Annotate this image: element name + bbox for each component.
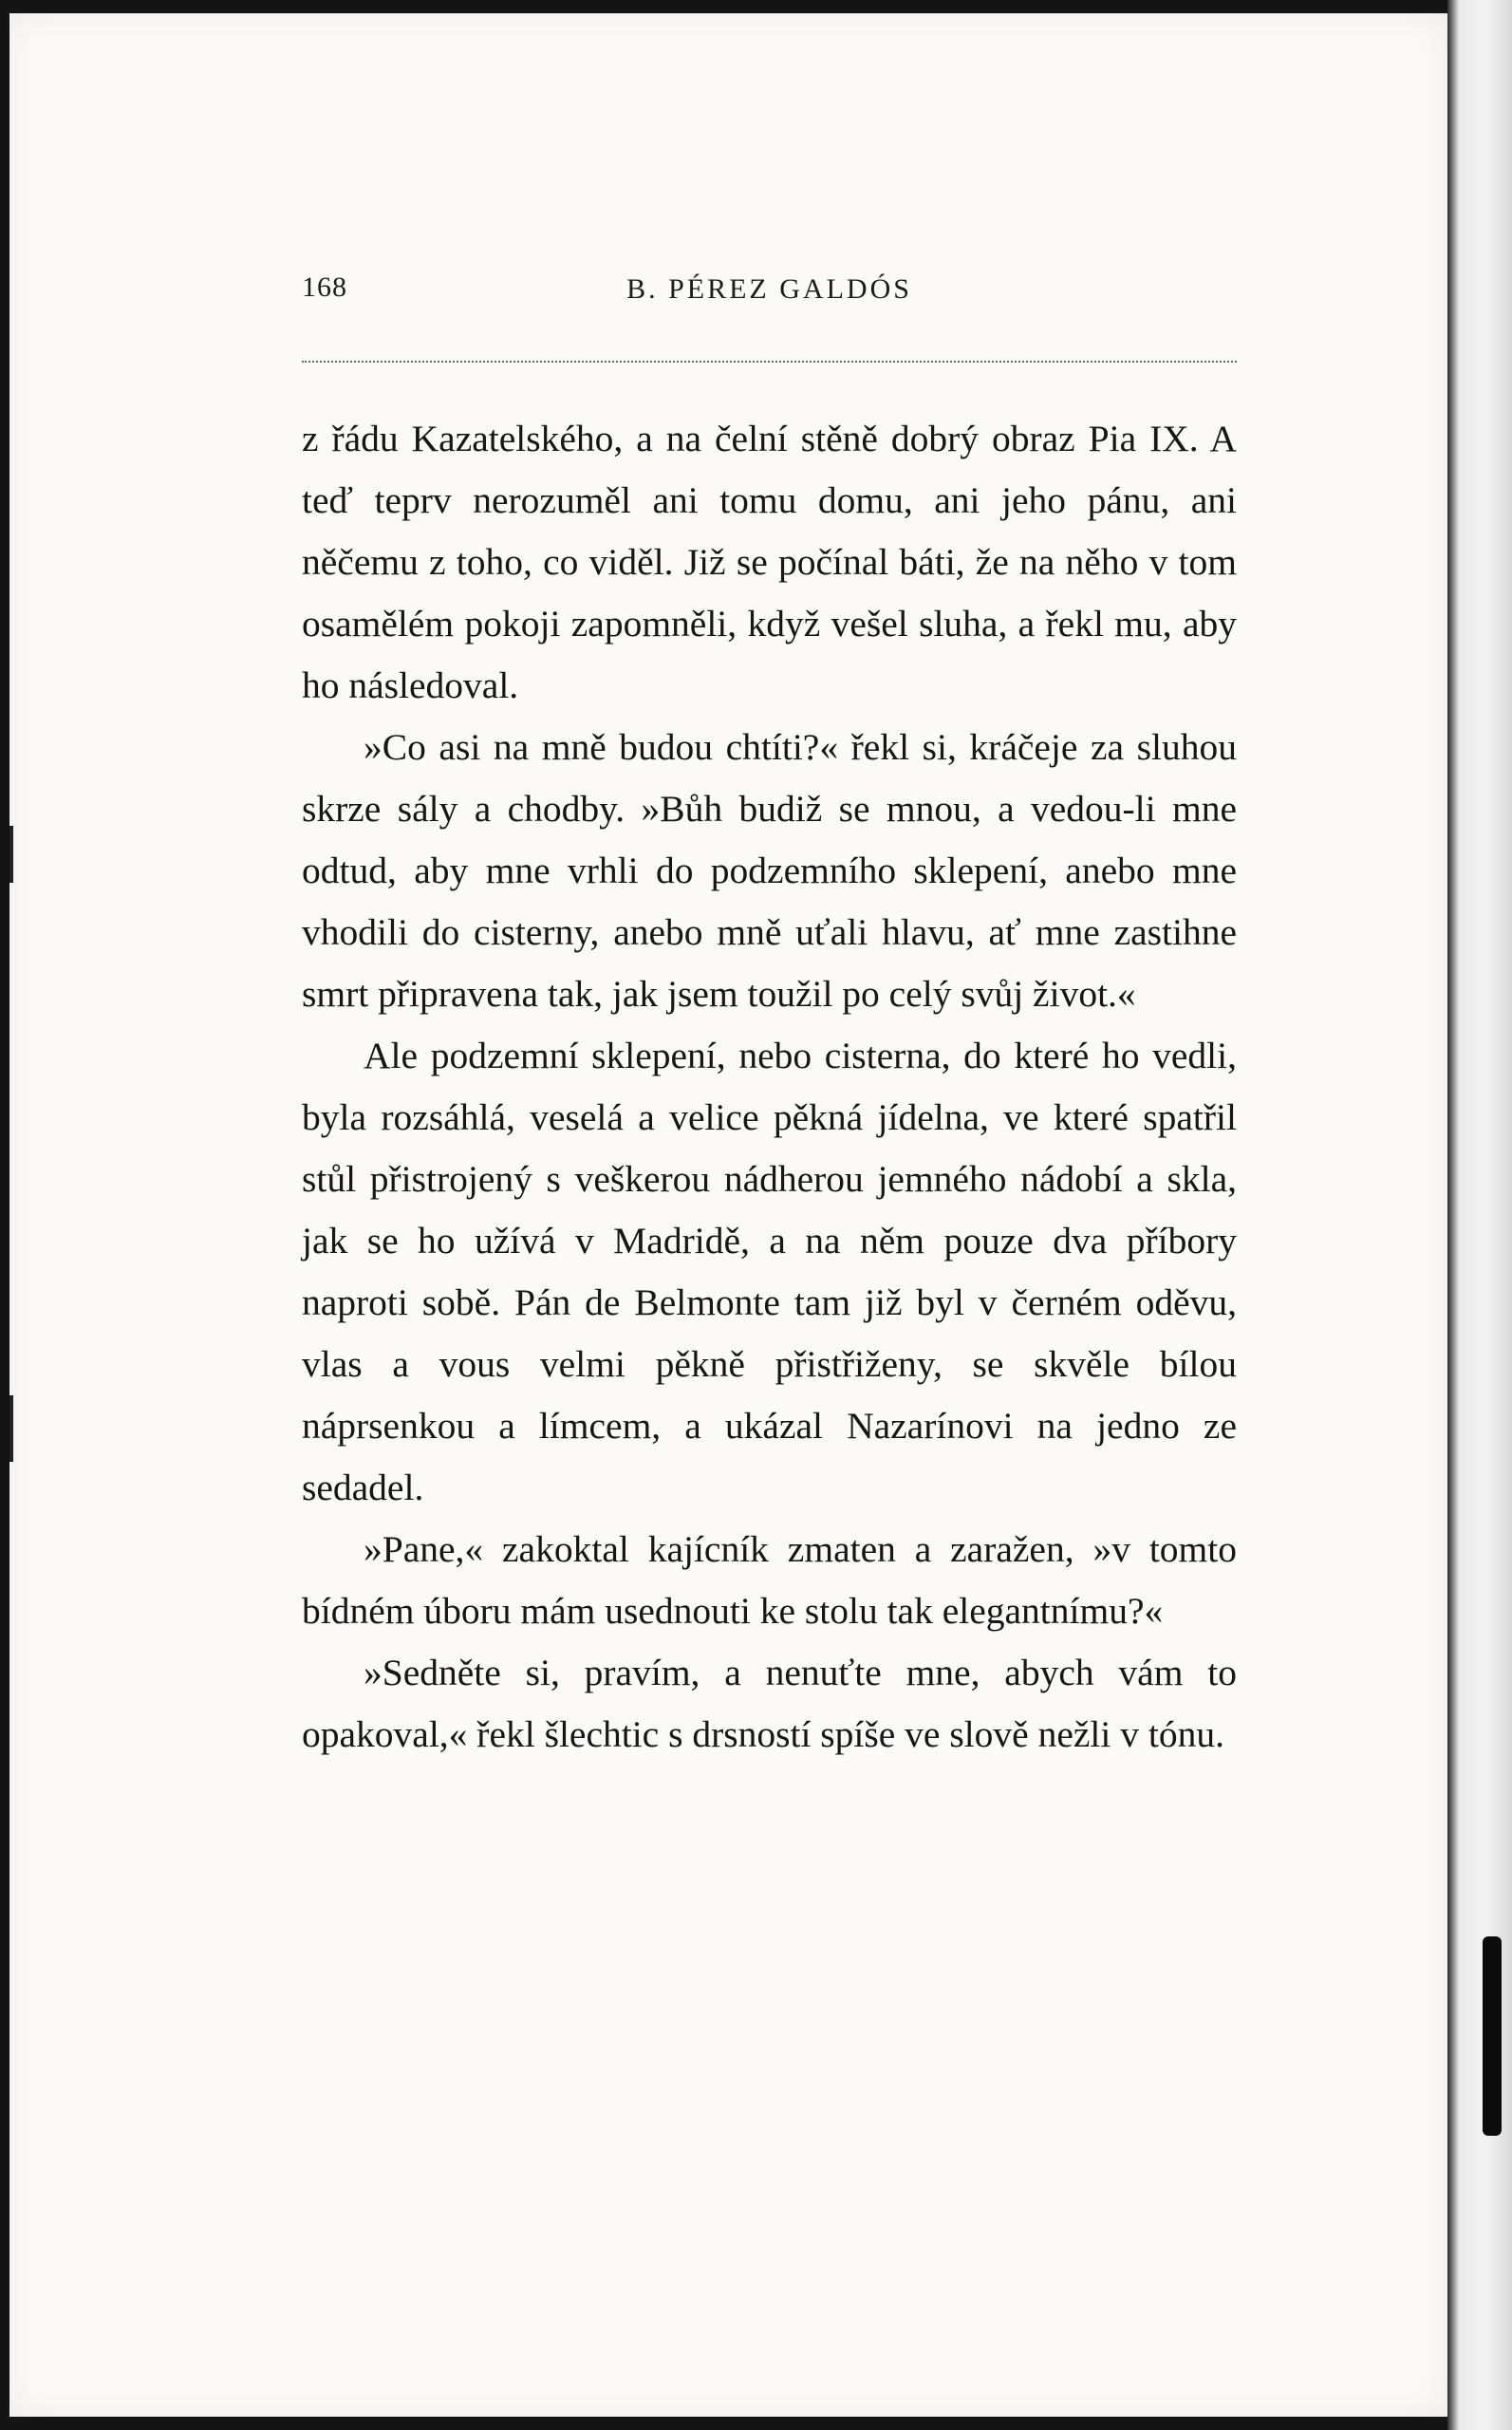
page-number: 168 [302, 271, 347, 303]
left-edge-mark [9, 826, 13, 883]
paragraph: Ale podzemní sklepení, nebo cisterna, do které ho vedli, byla rozsáhlá, veselá a velice pěkná jídelna, ve které spatřil stůl přistrojený s veškerou nádherou jemného nádobí a skla, jak se ho užívá v Madridě, a na něm pouze dva příbory naproti sobě. Pán de Belmonte tam již byl v černém oděvu, vlas a vous velmi pěkně přistřiženy, se skvěle bílou náprsenkou a límcem, a ukázal Nazarínovi na jedno ze sedadel. [302, 1035, 1237, 1508]
page-edge [1447, 0, 1512, 2430]
paragraph: »Co asi na mně budou chtíti?« řekl si, kráčeje za sluhou skrze sály a chodby. »Bůh budiž se mnou, a vedou-li mne odtud, aby mne vrhli do podzemního sklepení, anebo mne vhodili do cisterny, anebo mně uťali hlavu, ať mne zastihne smrt připravena tak, jak jsem toužil po celý svůj život.« [302, 726, 1237, 1015]
paragraph: »Pane,« zakoktal kajícník zmaten a zaražen, »v tomto bídném úboru mám usednouti ke stolu tak elegantnímu?« [302, 1528, 1237, 1632]
paragraph: »Sedněte si, pravím, a nenuťte mne, abych vám to opakoval,« řekl šlechtic s drsností spíše ve slově nežli v tónu. [302, 1652, 1237, 1755]
running-title: B. PÉREZ GALDÓS [626, 273, 912, 305]
left-edge-mark [9, 1395, 13, 1462]
edge-mark [1483, 1936, 1502, 2136]
page-header [302, 271, 1237, 319]
paragraph: z řádu Kazatelského, a na čelní stěně dobrý obraz Pia IX. A teď teprv nerozuměl ani tomu domu, ani jeho pánu, ani něčemu z toho, co viděl. Již se počínal báti, že na něho v tom osamělém pokoji zapomněli, když vešel sluha, a řekl mu, aby ho následoval. [302, 418, 1237, 706]
body-text [302, 408, 1237, 1766]
header-rule [302, 361, 1237, 363]
